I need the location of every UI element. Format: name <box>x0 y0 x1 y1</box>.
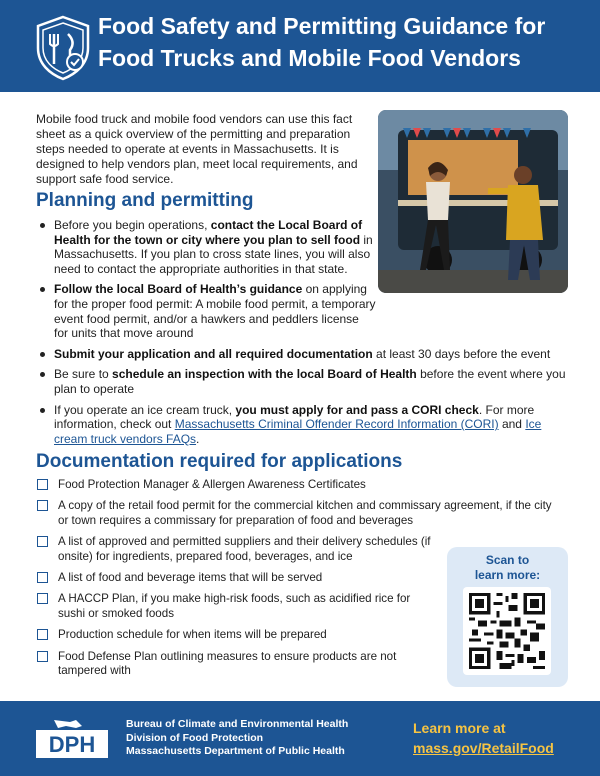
intro-paragraph: Mobile food truck and mobile food vendors can use this fact sheet as a quick overview of the permitting and preparation steps needed to operate at events in Massachusetts. It is designed to help vendors plan, meet local requirements, and support safe food service. <box>36 112 358 186</box>
page-footer <box>0 701 600 776</box>
checkbox-icon <box>37 629 48 640</box>
checklist-item: A list of food and beverage items that will be served <box>36 571 556 585</box>
checklist-item: Food Protection Manager & Allergen Awareness Certificates <box>36 478 556 492</box>
planning-list <box>36 218 576 452</box>
checklist-item: Food Defense Plan outlining measures to ensure products are not tampered with <box>36 650 436 679</box>
retail-food-link[interactable]: mass.gov/RetailFood <box>413 740 554 756</box>
list-item: Follow the local Board of Health’s guidance on applying for the proper food permit: A mobile food permit, a temporary event food permit, and/or a hawkers and peddlers license for units that move around <box>36 282 376 340</box>
page-title <box>98 10 588 74</box>
list-item: Be sure to schedule an inspection with the local Board of Health before the event where you plan to operate <box>36 367 576 396</box>
documentation-heading: Documentation required for applications <box>36 451 403 472</box>
checkbox-icon <box>37 593 48 604</box>
checkbox-icon <box>37 500 48 511</box>
shield-utensils-check-icon <box>32 14 94 82</box>
organization-info: Bureau of Climate and Environmental Health Division of Food Protection Massachusetts Department of Public Health <box>126 718 349 757</box>
checkbox-icon <box>37 479 48 490</box>
ice-cream-faq-link[interactable]: Ice cream truck vendors FAQs <box>54 417 542 446</box>
checklist-item: A copy of the retail food permit for the commercial kitchen and commissary agreement, if the city or town requires a commissary for preparation of food and beverages <box>36 499 556 528</box>
title-line-1: Food Safety and Permitting Guidance for <box>98 13 546 39</box>
checkbox-icon <box>37 572 48 583</box>
checklist-item: Production schedule for when items will be prepared <box>36 628 556 642</box>
cori-link[interactable]: Massachusetts Criminal Offender Record Information (CORI) <box>174 417 499 432</box>
learn-more-label: Learn more at <box>413 720 506 736</box>
learn-more <box>413 718 554 758</box>
svg-text:DPH: DPH <box>48 732 96 757</box>
list-item: Submit your application and all required documentation at least 30 days before the event <box>36 347 576 362</box>
qr-card <box>447 547 568 687</box>
checklist-item: A list of approved and permitted suppliers and their delivery schedules (if onsite) for ingredients, prepared food, beverages, and ice <box>36 535 436 564</box>
qr-label: Scan to learn more: <box>474 553 541 582</box>
list-item-cori: If you operate an ice cream truck, you must apply for and pass a CORI check. For more information, check out Massachusetts Criminal Offender Record Information (CORI) and Ice cream truck vendors FAQs. <box>36 403 576 447</box>
page-header <box>0 0 600 92</box>
checkbox-icon <box>37 536 48 547</box>
title-line-2: Food Trucks and Mobile Food Vendors <box>98 45 521 71</box>
checklist-item: A HACCP Plan, if you make high-risk foods, such as acidified rice for sushi or smoked foods <box>36 592 436 621</box>
qr-code-icon[interactable] <box>463 587 551 675</box>
list-item: Before you begin operations, contact the Local Board of Health for the town or city where you plan to sell food in Massachusetts. If you plan to cross state lines, you will also need to contact the appropriate authorities in that state. <box>36 218 376 276</box>
checkbox-icon <box>37 651 48 662</box>
dph-logo-icon <box>36 718 108 760</box>
planning-heading: Planning and permitting <box>36 190 254 211</box>
